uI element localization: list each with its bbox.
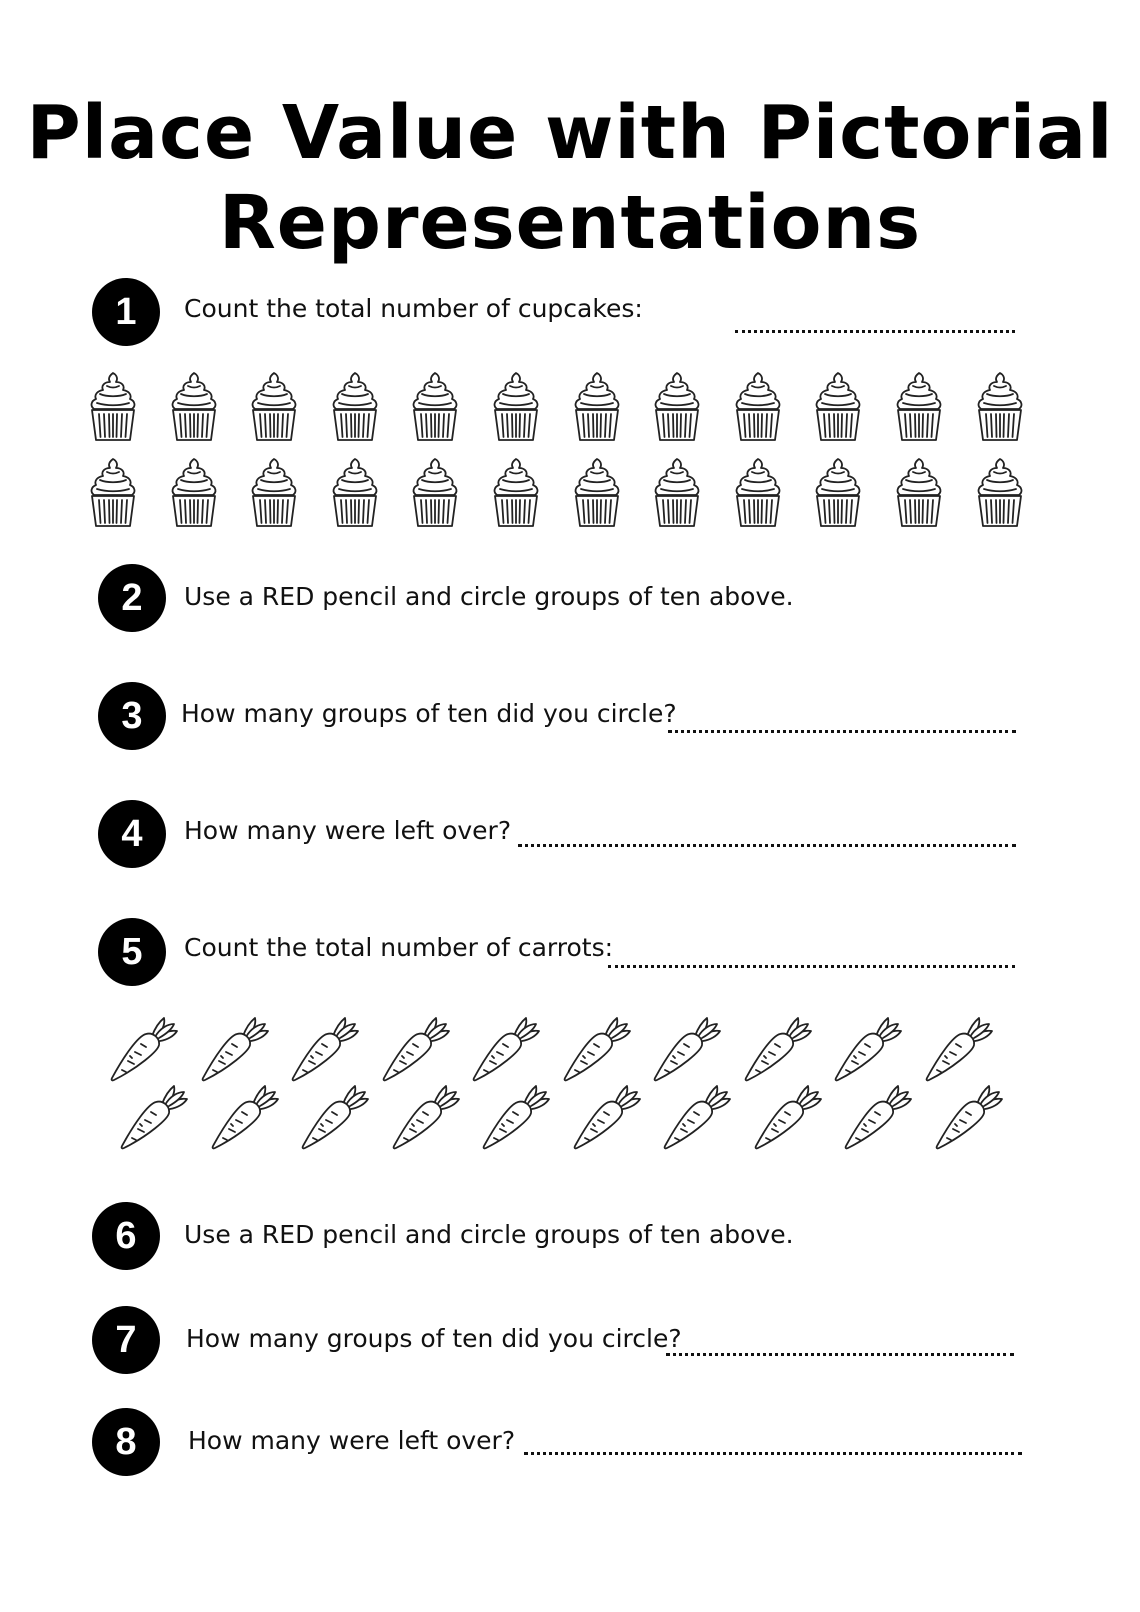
carrot-icon	[289, 1014, 361, 1088]
cupcake-icon	[329, 370, 381, 446]
carrot-icon	[571, 1082, 643, 1156]
cupcake-icon	[248, 456, 300, 532]
answer-line-3[interactable]	[668, 730, 1016, 733]
cupcake-icon	[812, 370, 864, 446]
question-text-3: How many groups of ten did you circle?	[181, 699, 677, 728]
carrot-icon	[923, 1014, 995, 1088]
answer-line-5[interactable]	[608, 965, 1015, 968]
cupcake-icon	[490, 456, 542, 532]
cupcake-icon	[409, 370, 461, 446]
cupcake-icon	[168, 456, 220, 532]
carrot-icon	[299, 1082, 371, 1156]
carrot-icon	[933, 1082, 1005, 1156]
question-number-1: 1	[92, 278, 160, 346]
cupcake-icon	[893, 456, 945, 532]
cupcake-icon	[571, 370, 623, 446]
cupcake-icon	[893, 370, 945, 446]
carrot-icon	[118, 1082, 190, 1156]
carrot-icon	[390, 1082, 462, 1156]
cupcake-icon	[974, 456, 1026, 532]
question-text-8: How many were left over?	[188, 1426, 516, 1455]
cupcake-icon	[732, 370, 784, 446]
carrot-icon	[380, 1014, 452, 1088]
question-number-7: 7	[92, 1306, 160, 1374]
question-number-4: 4	[98, 800, 166, 868]
cupcake-icon	[732, 456, 784, 532]
carrot-icon	[108, 1014, 180, 1088]
question-text-7: How many groups of ten did you circle?	[186, 1324, 682, 1353]
question-number-3: 3	[98, 682, 166, 750]
carrot-icon	[752, 1082, 824, 1156]
carrot-icon	[651, 1014, 723, 1088]
carrot-icon	[480, 1082, 552, 1156]
cupcake-icon	[87, 456, 139, 532]
cupcake-icon	[87, 370, 139, 446]
cupcake-icon	[651, 456, 703, 532]
cupcake-icon	[409, 456, 461, 532]
cupcake-icon	[490, 370, 542, 446]
cupcake-icon	[168, 370, 220, 446]
carrot-icon	[832, 1014, 904, 1088]
carrot-icon	[470, 1014, 542, 1088]
question-number-6: 6	[92, 1202, 160, 1270]
cupcake-icon	[248, 370, 300, 446]
question-number-5: 5	[98, 918, 166, 986]
answer-line-7[interactable]	[666, 1353, 1014, 1356]
carrot-icon	[842, 1082, 914, 1156]
carrot-icon	[561, 1014, 633, 1088]
question-text-2: Use a RED pencil and circle groups of ten above.	[184, 582, 794, 611]
question-text-1: Count the total number of cupcakes:	[184, 294, 643, 323]
cupcake-icon	[812, 456, 864, 532]
question-number-8: 8	[92, 1408, 160, 1476]
cupcake-icon	[329, 456, 381, 532]
answer-line-1[interactable]	[735, 330, 1015, 333]
carrot-icon	[661, 1082, 733, 1156]
cupcake-icon	[571, 456, 623, 532]
carrot-icon	[199, 1014, 271, 1088]
answer-line-8[interactable]	[524, 1452, 1022, 1455]
carrot-icon	[209, 1082, 281, 1156]
carrot-icon	[742, 1014, 814, 1088]
question-number-2: 2	[98, 564, 166, 632]
page-title-line-2: Representations	[218, 180, 922, 266]
answer-line-4[interactable]	[518, 844, 1016, 847]
cupcake-icon	[974, 370, 1026, 446]
cupcake-icon	[651, 370, 703, 446]
question-text-4: How many were left over?	[184, 816, 512, 845]
question-text-5: Count the total number of carrots:	[184, 933, 614, 962]
question-text-6: Use a RED pencil and circle groups of ten above.	[184, 1220, 794, 1249]
page-title-line-1: Place Value with Pictorial	[26, 90, 1114, 176]
